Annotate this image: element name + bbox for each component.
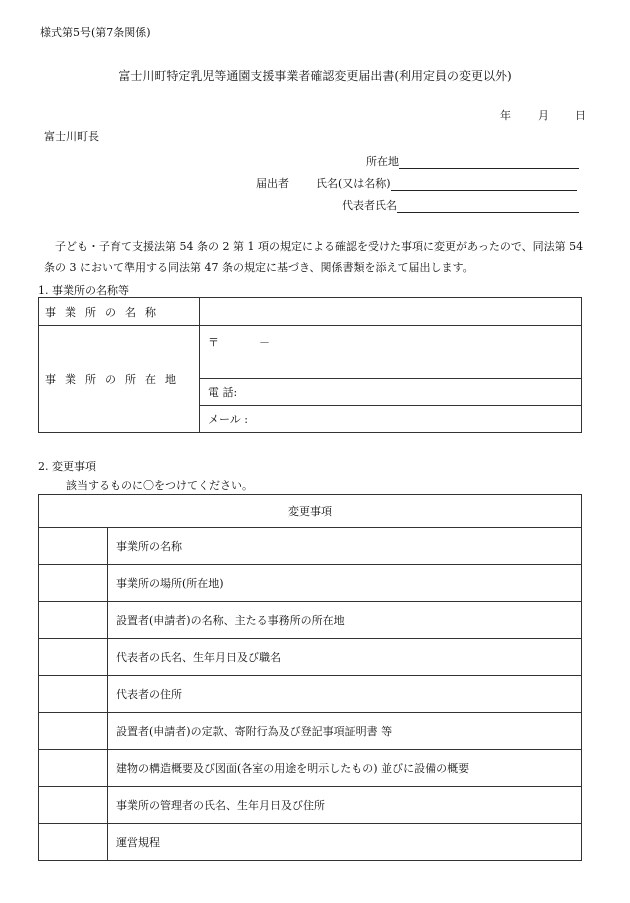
name-field[interactable] xyxy=(391,178,577,191)
change-table-header: 変更事項 xyxy=(39,495,582,528)
applicant-label: 届出者 xyxy=(256,177,289,190)
facility-location-label: 事業所の所在地 xyxy=(39,326,200,433)
representative-field[interactable] xyxy=(397,200,579,213)
name-label: 氏名(又は名称) xyxy=(316,177,391,190)
phone-field[interactable] xyxy=(200,379,582,406)
form-number: 様式第5号(第7条関係) xyxy=(40,26,151,39)
postal-mark: 〒 xyxy=(208,336,219,349)
document-title: 富士川町特定乳児等通園支援事業者確認変更届出書(利用定員の変更以外) xyxy=(118,69,512,83)
name-row xyxy=(256,175,577,191)
date-year: 年 xyxy=(500,109,511,122)
date-line xyxy=(500,107,586,123)
mark-cell[interactable] xyxy=(39,528,108,565)
mark-cell[interactable] xyxy=(39,787,108,824)
facility-info-table xyxy=(38,297,582,433)
change-item: 代表者の氏名、生年月日及び職名 xyxy=(108,639,582,676)
mark-cell[interactable] xyxy=(39,565,108,602)
representative-row xyxy=(342,197,579,213)
email-field[interactable] xyxy=(200,406,582,433)
section2-heading: 2. 変更事項 xyxy=(38,460,96,473)
postal-dash: － xyxy=(259,336,270,349)
date-day: 日 xyxy=(575,109,586,122)
body-text: 子ども・子育て支援法第 54 条の 2 第 1 項の規定による確認を受けた事項に変更があったので、同法第 54 条の 3 において準用する同法第 47 条の規定に基づき、関係書類を添えて届出します。 xyxy=(44,240,584,274)
change-items-table xyxy=(38,494,582,861)
mark-cell[interactable] xyxy=(39,824,108,861)
change-item: 運営規程 xyxy=(108,824,582,861)
facility-name-field[interactable] xyxy=(200,298,582,326)
mark-cell[interactable] xyxy=(39,750,108,787)
change-item: 設置者(申請者)の名称、主たる事務所の所在地 xyxy=(108,602,582,639)
mark-cell[interactable] xyxy=(39,602,108,639)
address-field[interactable] xyxy=(399,156,579,169)
postal-field[interactable] xyxy=(200,326,582,379)
mark-cell[interactable] xyxy=(39,676,108,713)
change-item: 事業所の名称 xyxy=(108,528,582,565)
change-item: 事業所の管理者の氏名、生年月日及び住所 xyxy=(108,787,582,824)
section2-instruction: 該当するものに〇をつけてください。 xyxy=(66,479,253,492)
change-item: 建物の構造概要及び図面(各室の用途を明示したもの) 並びに設備の概要 xyxy=(108,750,582,787)
facility-name-label: 事業所の名称 xyxy=(39,298,200,326)
change-item: 代表者の住所 xyxy=(108,676,582,713)
email-label: メール : xyxy=(208,413,248,426)
address-row xyxy=(366,153,579,169)
date-month: 月 xyxy=(538,109,549,122)
phone-label: 電 話: xyxy=(208,386,238,399)
section1-heading: 1. 事業所の名称等 xyxy=(38,284,129,297)
address-label: 所在地 xyxy=(366,155,399,168)
change-item: 設置者(申請者)の定款、寄附行為及び登記事項証明書 等 xyxy=(108,713,582,750)
mark-cell[interactable] xyxy=(39,713,108,750)
change-item: 事業所の場所(所在地) xyxy=(108,565,582,602)
addressee: 富士川町長 xyxy=(44,130,99,143)
representative-label: 代表者氏名 xyxy=(342,199,397,212)
mark-cell[interactable] xyxy=(39,639,108,676)
